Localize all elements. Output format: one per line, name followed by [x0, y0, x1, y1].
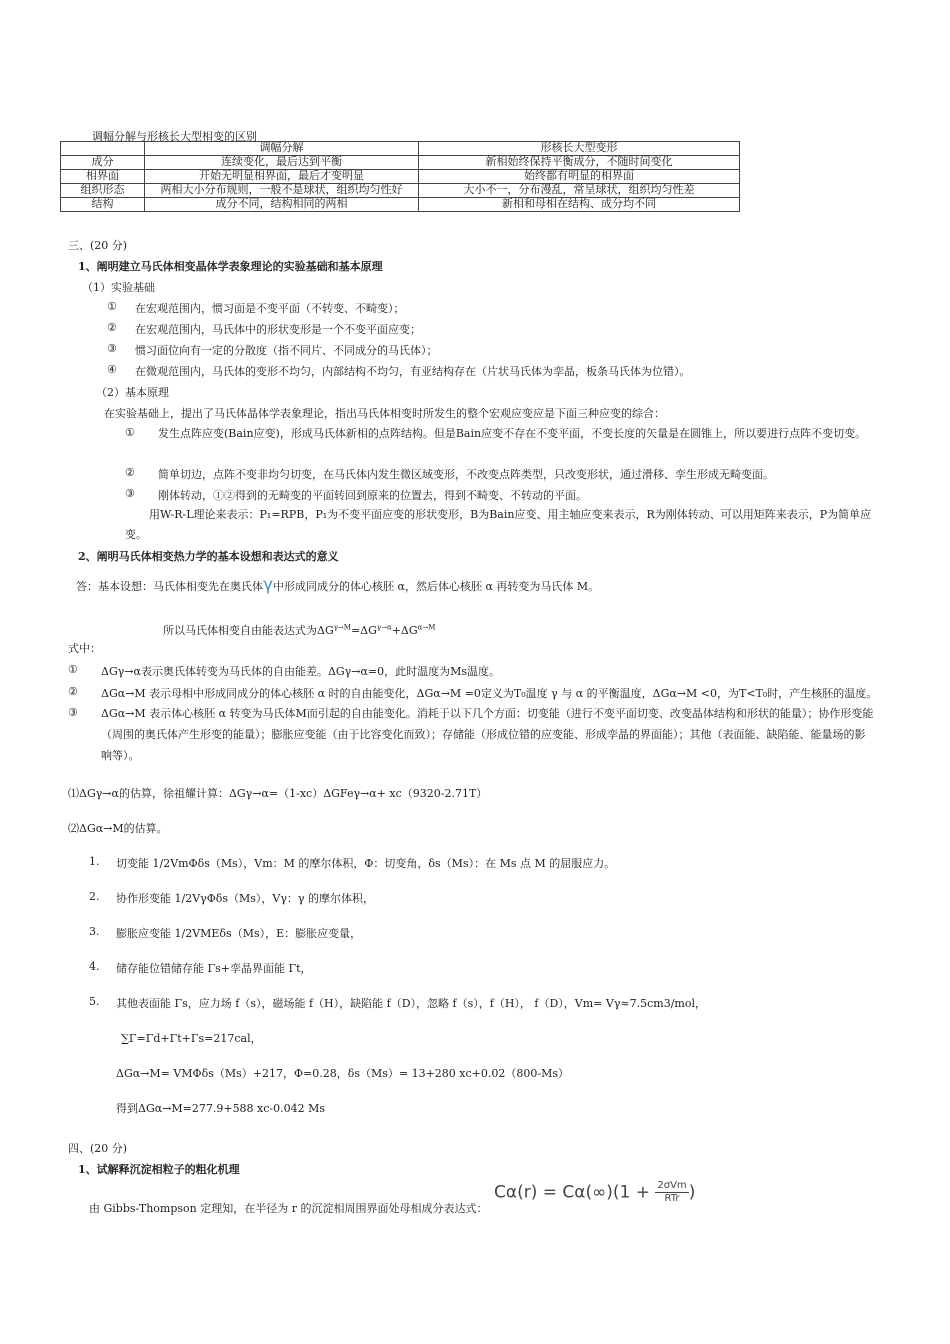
- fraction-denominator: RTr: [664, 1193, 680, 1204]
- list-number: ②: [107, 321, 117, 334]
- answer-line: [76, 575, 599, 595]
- answer-text: 中形成同成分的体心核胚 α，然后体心核胚 α 再转变为马氏体 M。: [273, 580, 600, 593]
- answer-text: 答：基本设想：马氏体相变先在奥氏体: [76, 580, 263, 593]
- table-cell: 两相大小分布规则，一般不是球状，组织均匀性好: [145, 184, 419, 198]
- expr-sup: γ→M: [333, 623, 351, 632]
- list-number: 4.: [89, 960, 100, 973]
- dg-equation: ΔGα→M= VMΦδs（Ms）+217，Φ=0.28，δs（Ms）= 13+280 xc+0.02（800-Ms）: [116, 1067, 569, 1080]
- gamma-symbol: γ: [263, 575, 274, 595]
- list-number: ①: [107, 300, 117, 313]
- list-item: 协作形变能 1/2VγΦδs（Ms），Vγ：γ 的摩尔体积，: [116, 892, 374, 905]
- row-label: 成分: [61, 156, 145, 170]
- list-item: ΔGγ→α表示奥氏体转变为马氏体的自由能差。ΔGγ→α=0，此时温度为Ms温度。: [101, 665, 501, 678]
- expr-sup: γ→α: [376, 623, 392, 632]
- gibbs-thompson-formula: [494, 1180, 695, 1205]
- header-cell: 形核长大型变形: [419, 142, 740, 156]
- table-cell: 新相和母相在结构、成分均不同: [419, 198, 740, 212]
- list-number: ②: [68, 685, 78, 698]
- list-item: 储存能位错储存能 Γs+孪晶界面能 Γt，: [116, 962, 312, 975]
- header-cell: 调幅分解: [145, 142, 419, 156]
- list-item: 在宏观范围内，惯习面是不变平面（不转变、不畸变）；: [135, 302, 405, 315]
- row-label: 组织形态: [61, 184, 145, 198]
- list-item: 膨胀应变能 1/2VMEδs（Ms），E：膨胀应变量，: [116, 927, 362, 940]
- expr-part: +ΔG: [391, 624, 418, 637]
- expr-part: =ΔG: [350, 624, 377, 637]
- table-cell: 成分不同，结构相同的两相: [145, 198, 419, 212]
- list-item: 在微观范围内，马氏体的变形不均匀，内部结构不均匀，有亚结构存在（片状马氏体为孪晶，板条马氏体为位错）。: [135, 365, 691, 378]
- row-label: 结构: [61, 198, 145, 212]
- list-item: 简单切边，点阵不变非均匀切变，在马氏体内发生微区域变形，不改变点阵类型，只改变形状，通过滑移、孪生形成无畸变面。: [158, 468, 774, 481]
- question-title: 2、阐明马氏体相变热力学的基本设想和表达式的意义: [78, 550, 339, 563]
- table-cell: 开始无明显相界面，最后才变明显: [145, 170, 419, 184]
- paragraph: 用W-R-L理论来表示：P₁=RPB，P₁为不变平面应变的形状变形，B为Bain应变、用主轴应变来表示，R为刚体转动、可以用矩阵来表示，P为简单应变。: [125, 508, 872, 541]
- label: 式中：: [68, 642, 101, 655]
- result-equation: 得到ΔGα→M=277.9+588 xc-0.042 Ms: [116, 1102, 326, 1115]
- list-item: 惯习面位向有一定的分散度（指不同片、不同成分的马氏体）；: [135, 344, 438, 357]
- list-item: 在宏观范围内，马氏体中的形状变形是一个不变平面应变；: [135, 323, 421, 336]
- table-cell: 大小不一，分布漫乱，常呈球状，组织均匀性差: [419, 184, 740, 198]
- list-number: ③: [125, 487, 135, 500]
- list-item: 刚体转动，①②得到的无畸变的平面转回到原来的位置去，得到不畸变、不转动的平面。: [158, 489, 587, 502]
- estimate-line: ⑴ΔGγ→α的估算，徐祖耀计算：ΔGγ→α=（1-xc）ΔGFeγ→α+ xc（9320-2.71T）: [68, 787, 488, 800]
- table-cell: 始终都有明显的相界面: [419, 170, 740, 184]
- table-header-row: [61, 142, 740, 156]
- list-item: ΔGα→M 表示母相中形成同成分的体心核胚 α 时的自由能变化，ΔGα→M =0定义为T₀温度 γ 与 α 的平衡温度，ΔGα→M <0，为T<T₀时，产生核胚的温度。: [101, 687, 878, 700]
- list-number: ③: [68, 706, 78, 719]
- sum-equation: ∑Γ=Γd+Γt+Γs=217cal，: [121, 1032, 262, 1045]
- row-label: 相界面: [61, 170, 145, 184]
- table-row: [61, 184, 740, 198]
- list-item: 其他表面能 Γs，应力场 f（s），磁场能 f（H），缺陷能 f（D），忽略 f（s），f（H）， f（D），Vm= Vγ≈7.5cm3/mol，: [116, 997, 706, 1010]
- table-cell: 连续变化，最后达到平衡: [145, 156, 419, 170]
- list-number: ③: [107, 342, 117, 355]
- formula-close: ): [688, 1182, 696, 1203]
- section-heading: 三、(20 分): [68, 239, 128, 252]
- question-title: 1、阐明建立马氏体相变晶体学表象理论的实验基础和基本原理: [78, 260, 383, 273]
- expr-sup: α→M: [417, 623, 436, 632]
- expr-part: 所以马氏体相变自由能表达式为ΔG: [163, 624, 334, 637]
- comparison-table: [60, 141, 740, 212]
- list-number: 3.: [89, 925, 100, 938]
- list-number: 2.: [89, 890, 100, 903]
- list-item: 切变能 1/2VmΦδs（Ms），Vm：M 的摩尔体积，Φ：切变角，δs（Ms）：在 Ms 点 M 的屈服应力。: [116, 857, 616, 870]
- table-row: [61, 198, 740, 212]
- list-number: ②: [125, 466, 135, 479]
- subsection-title: （2）基本原理: [96, 386, 169, 399]
- list-item: 发生点阵应变(Bain应变)，形成马氏体新相的点阵结构。但是Bain应变不存在不变平面，不变长度的矢量是在圆锥上，所以要进行点阵不变切变。: [158, 427, 867, 440]
- subsection-title: （1）实验基础: [82, 281, 155, 294]
- paragraph: 由 Gibbs-Thompson 定理知，在半径为 r 的沉淀相周围界面处母相成分表达式：: [89, 1202, 488, 1215]
- list-number: ④: [107, 363, 117, 376]
- list-item: ΔGα→M 表示体心核胚 α 转变为马氏体M而引起的自由能变化。消耗于以下几个方面：切变能（进行不变平面切变、改变晶体结构和形状的能量）；协作形变能（周围的奥氏体产生形变的能量）；膨胀应变能（由于比容变化而致）；存储能（形成位错的应变能、形成孪晶的界面能）；其他（表面能、缺陷能、能量场的影响等）。: [101, 707, 874, 762]
- free-energy-expression: [163, 622, 435, 638]
- header-cell: [61, 142, 145, 156]
- fraction-numerator: 2σVm: [657, 1180, 687, 1191]
- table-row: [61, 170, 740, 184]
- paragraph: 在实验基础上，提出了马氏体晶体学表象理论，指出马氏体相变时所发生的整个宏观应变应是下面三种应变的综合：: [104, 407, 665, 420]
- formula-fraction: [655, 1180, 688, 1205]
- table-title: 调幅分解与形核长大型相变的区别: [92, 130, 257, 143]
- estimate-line: ⑵ΔGα→M的估算。: [68, 822, 168, 835]
- table-cell: 新相始终保持平衡成分，不随时间变化: [419, 156, 740, 170]
- list-number: 5.: [89, 995, 100, 1008]
- section-heading: 四、(20 分): [68, 1142, 128, 1155]
- question-title: 1、试解释沉淀相粒子的粗化机理: [78, 1163, 240, 1176]
- formula-lhs: Cα(r) = Cα(∞)(1 +: [494, 1182, 650, 1203]
- list-number: ①: [125, 426, 135, 439]
- table-row: [61, 156, 740, 170]
- list-number: ①: [68, 663, 78, 676]
- list-number: 1.: [89, 855, 100, 868]
